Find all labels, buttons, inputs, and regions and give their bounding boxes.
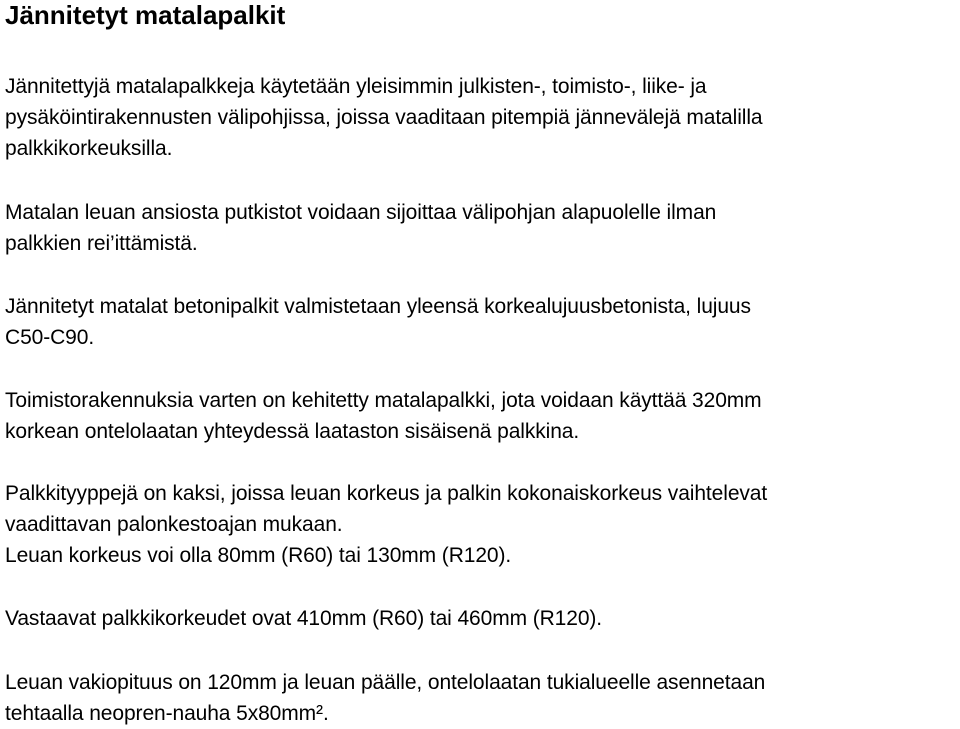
text-line: pysäköintirakennusten välipohjissa, joissa vaaditaan pitempiä jännevälejä matalilla	[5, 106, 763, 129]
paragraph-beam-types	[5, 478, 767, 571]
paragraph-intro	[5, 71, 762, 164]
text-line: palkkikorkeuksilla.	[5, 137, 173, 160]
paragraph-office	[5, 385, 762, 447]
text-line: Matalan leuan ansiosta putkistot voidaan sijoittaa välipohjan alapuolelle ilman	[5, 201, 717, 224]
text-line: Jännitettyjä matalapalkkeja käytetään yleisimmin julkisten-, toimisto-, liike- ja	[5, 75, 707, 98]
text-line: C50-C90.	[5, 326, 95, 349]
text-line: Leuan korkeus voi olla 80mm (R60) tai 130mm (R120).	[5, 544, 512, 567]
paragraph-ledge	[5, 667, 765, 729]
paragraph-heights	[5, 603, 602, 634]
text-line: Toimistorakennuksia varten on kehitetty matalapalkki, jota voidaan käyttää 320mm	[5, 389, 762, 412]
paragraph-concrete	[5, 291, 751, 353]
text-line: Vastaavat palkkikorkeudet ovat 410mm (R60) tai 460mm (R120).	[5, 607, 603, 630]
text-line: Palkkityyppejä on kaksi, joissa leuan korkeus ja palkin kokonaiskorkeus vaihtelevat	[5, 482, 768, 505]
text-line: palkkien rei’ittämistä.	[5, 232, 198, 255]
text-line: tehtaalla neopren-nauha 5x80mm².	[5, 702, 329, 725]
text-line: vaadittavan palonkestoajan mukaan.	[5, 513, 343, 536]
text-line: korkean ontelolaatan yhteydessä laataston sisäisenä palkkina.	[5, 420, 580, 443]
paragraph-piping	[5, 197, 716, 259]
page-title: Jännitetyt matalapalkit	[5, 0, 286, 30]
text-line: Jännitetyt matalat betonipalkit valmistetaan yleensä korkealujuusbetonista, lujuus	[5, 295, 751, 318]
text-line: Leuan vakiopituus on 120mm ja leuan päälle, ontelolaatan tukialueelle asennetaan	[5, 671, 766, 694]
